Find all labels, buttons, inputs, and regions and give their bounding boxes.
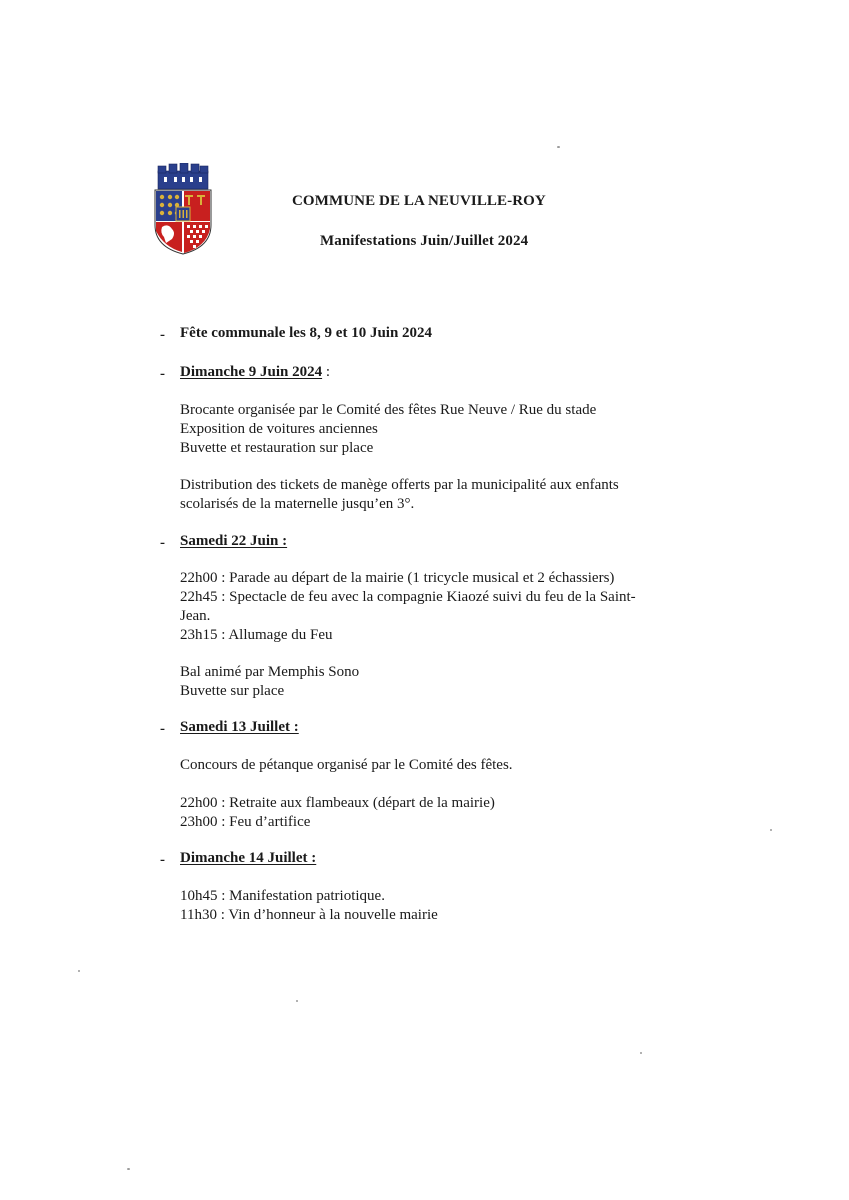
coat-of-arms-icon [152, 163, 214, 255]
text-line: Brocante organisée par le Comité des fêtes Rue Neuve / Rue du stade [180, 402, 597, 418]
text-line: Buvette et restauration sur place [180, 440, 374, 456]
text-line: Concours de pétanque organisé par le Comité des fêtes. [180, 757, 513, 773]
bullet-dash: - [160, 852, 165, 868]
text-line: Bal animé par Memphis Sono [180, 664, 360, 680]
scan-speck [640, 1052, 642, 1054]
text-line: Distribution des tickets de manège offerts par la municipalité aux enfants [180, 477, 619, 493]
section-heading-samedi-22-juin: Samedi 22 Juin : [180, 533, 288, 549]
section-heading-fete: Fête communale les 8, 9 et 10 Juin 2024 [180, 325, 433, 341]
section-heading-dimanche-9-juin [180, 364, 330, 381]
bullet-dash: - [160, 535, 165, 551]
text-line: Exposition de voitures anciennes [180, 421, 378, 437]
text-line: 22h45 : Spectacle de feu avec la compagnie Kiaozé suivi du feu de la Saint- [180, 589, 636, 605]
page-subtitle: Manifestations Juin/Juillet 2024 [320, 233, 529, 249]
scan-speck [557, 146, 560, 148]
heading-text: Dimanche 9 Juin 2024 [180, 364, 323, 380]
text-line: 22h00 : Retraite aux flambeaux (départ de la mairie) [180, 795, 495, 811]
text-line: Jean. [180, 608, 211, 624]
section-heading-samedi-13-juillet: Samedi 13 Juillet : [180, 719, 299, 735]
scan-speck [770, 829, 772, 831]
text-line: 10h45 : Manifestation patriotique. [180, 888, 385, 904]
scan-speck [78, 970, 80, 972]
text-line: 23h15 : Allumage du Feu [180, 627, 333, 643]
scan-speck [127, 1168, 130, 1170]
commune-title: COMMUNE DE LA NEUVILLE-ROY [292, 193, 546, 209]
text-line: 11h30 : Vin d’honneur à la nouvelle mairie [180, 907, 438, 923]
text-line: Buvette sur place [180, 683, 285, 699]
section-heading-dimanche-14-juillet: Dimanche 14 Juillet : [180, 850, 317, 866]
heading-suffix: : [322, 364, 331, 380]
text-line: scolarisés de la maternelle jusqu’en 3°. [180, 496, 415, 512]
text-line: 23h00 : Feu d’artifice [180, 814, 311, 830]
bullet-dash: - [160, 327, 165, 343]
text-line: 22h00 : Parade au départ de la mairie (1 tricycle musical et 2 échassiers) [180, 570, 615, 586]
scan-speck [296, 1000, 298, 1002]
bullet-dash: - [160, 721, 165, 737]
bullet-dash: - [160, 366, 165, 382]
